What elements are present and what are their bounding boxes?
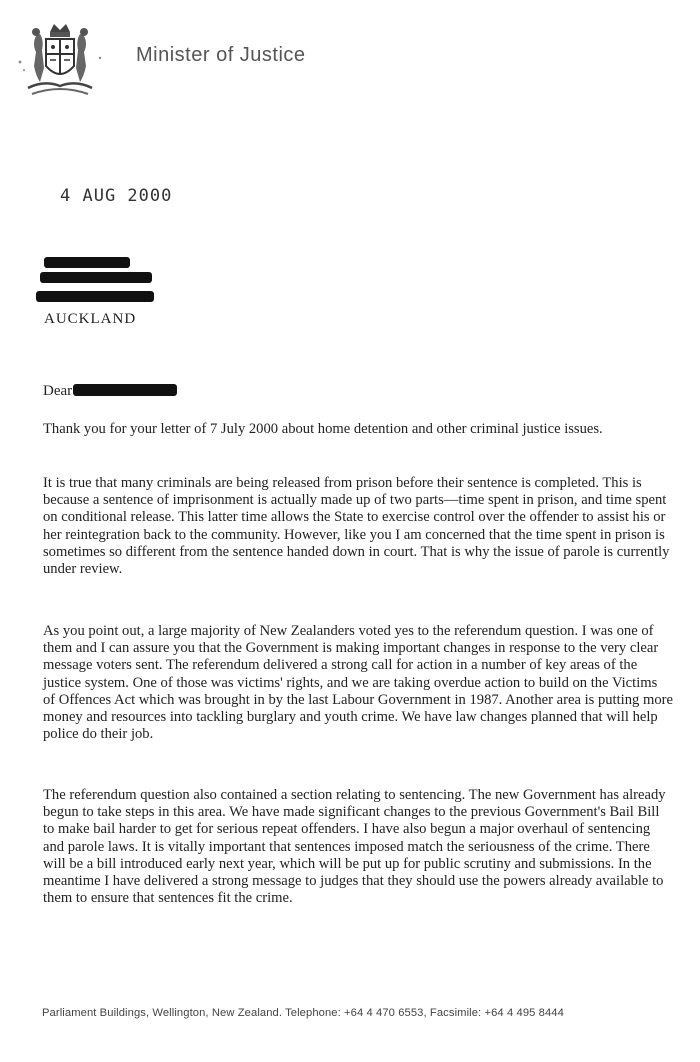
paragraph-1: Thank you for your letter of 7 July 2000 about home detention and other criminal justice issues. — [43, 421, 603, 437]
salutation — [43, 383, 177, 400]
paragraph-3: As you point out, a large majority of New Zealanders voted yes to the referendum question. I was one of them and I can assure you that the Government is making important changes in response to the very clear message voters sent. The referendum delivered a strong call for action in a number of key areas of the justice system. One of those was victims' rights, and we are taking overdue action to build on the Victims of Offences Act which was brought in by the last Labour Government in 1987. Another area is putting more money and resources into tackling burglary and youth crime. We have law changes planned that will help police do their job. — [43, 623, 673, 743]
redacted-recipient-street — [40, 272, 152, 283]
paragraph-2: It is true that many criminals are being released from prison before their sentence is completed. This is because a sentence of imprisonment is actually made up of two parts—time spent in prison, and time spent on conditional release. This latter time allows the State to exercise control over the offender to assist his or her reintegration back to the community. However, like you I am concerned that the time spent in prison is sometimes so different from the sentence handed down in court. That is why the issue of parole is currently under review. — [43, 475, 670, 578]
redacted-recipient-salutation-name — [73, 384, 177, 396]
paragraph-4: The referendum question also contained a section relating to sentencing. The new Government has already begun to take steps in this area. We have made significant changes to the previous Government's Bail Bill to make bail harder to get for serious repeat offenders. I have also begun a major overhaul of sentencing and parole laws. It is vitally important that sentences imposed match the seriousness of the crime. There will be a bill introduced early next year, which will be put up for public scrutiny and submissions. In the meantime I have delivered a strong message to judges that they should use the powers already available to them to ensure that sentences fit the crime. — [43, 787, 666, 907]
recipient-city: AUCKLAND — [44, 311, 137, 327]
salutation-text: Dear — [43, 383, 73, 399]
date-stamp: 4 AUG 2000 — [60, 186, 173, 206]
letterhead-title: Minister of Justice — [136, 44, 306, 66]
nz-coat-of-arms-icon — [14, 22, 106, 102]
redacted-recipient-suburb — [36, 291, 154, 302]
redacted-recipient-name — [44, 257, 130, 268]
letterhead-footer: Parliament Buildings, Wellington, New Zealand. Telephone: +64 4 470 6553, Facsimile: +64 4 495 8444 — [42, 1007, 564, 1019]
